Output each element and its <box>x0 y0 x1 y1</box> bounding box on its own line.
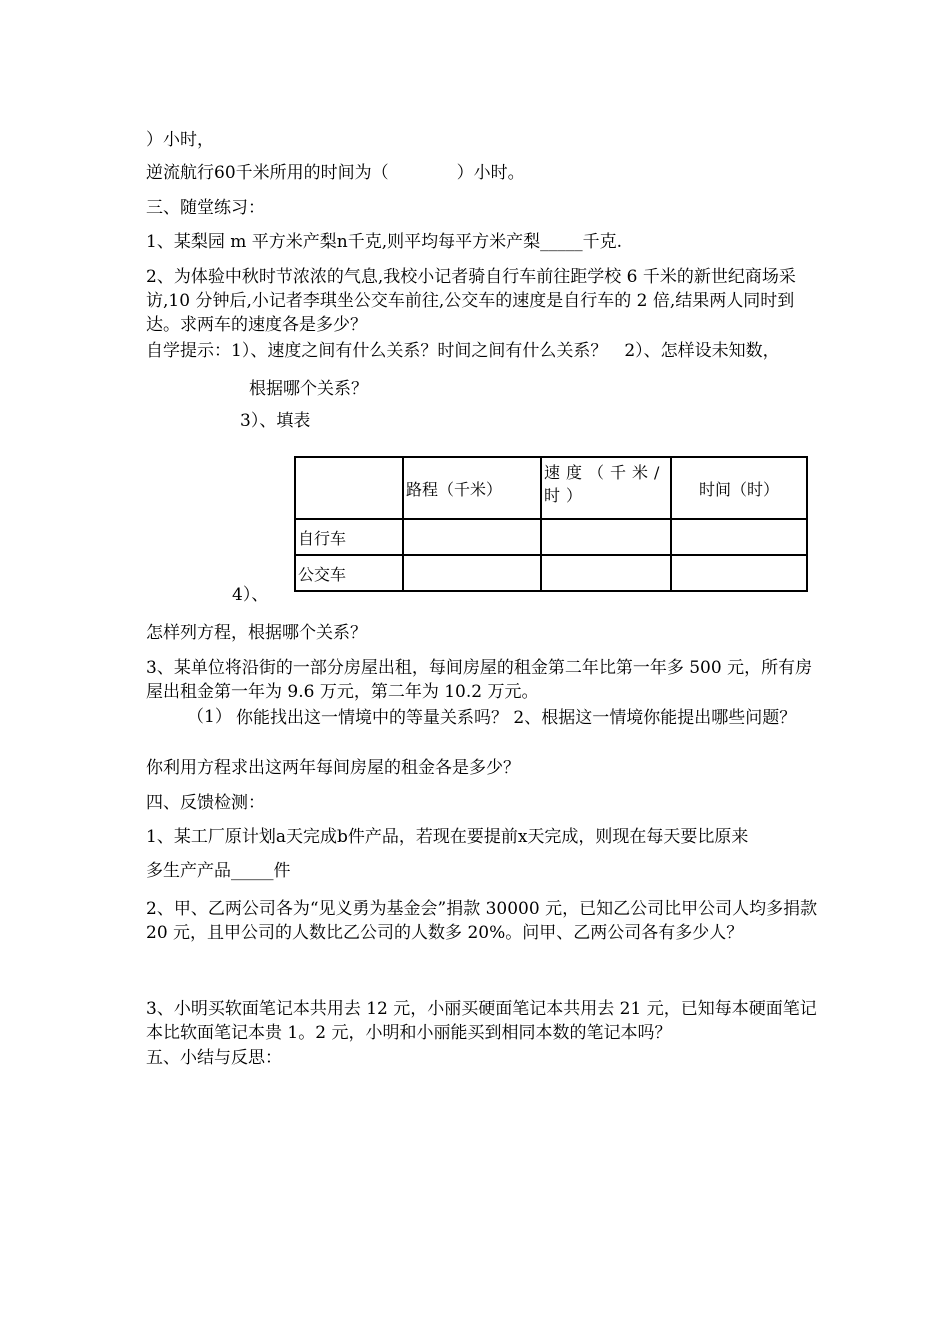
question-3a-number: （1） <box>187 707 232 727</box>
table-cell[interactable] <box>541 519 671 555</box>
fill-table <box>294 456 808 592</box>
feedback-1b: 多生产产品_____件 <box>146 861 291 881</box>
feedback-3: 3、小明买软面笔记本共用去 12 元，小丽买硬面笔记本共用去 21 元，已知每本硬面笔记本比软面笔记本贵 1。2 元，小明和小丽能买到相同本数的笔记本吗？ <box>146 999 817 1043</box>
hint-fill-table: 3）、填表 <box>240 411 311 431</box>
table-header-cell: 路程（千米） <box>403 457 541 519</box>
hint-line-2: 根据哪个关系？ <box>249 379 368 399</box>
table-cell: 自行车 <box>295 519 403 555</box>
table-cell[interactable] <box>403 555 541 591</box>
section-4-title: 四、反馈检测： <box>146 793 265 813</box>
question-3b: 你利用方程求出这两年每间房屋的租金各是多少？ <box>146 758 520 778</box>
line-hours: ）小时， <box>146 130 214 150</box>
table-header-cell: 速度（千米/时） <box>541 457 671 519</box>
table-cell[interactable] <box>541 555 671 591</box>
table-row <box>295 555 807 591</box>
hint-4: 4）、 <box>232 585 269 605</box>
table-cell: 公交车 <box>295 555 403 591</box>
table-cell[interactable] <box>403 519 541 555</box>
feedback-1a: 1、某工厂原计划a天完成b件产品，若现在要提前x天完成，则现在每天要比原来 <box>146 827 749 847</box>
section-3-title: 三、随堂练习： <box>146 198 265 218</box>
table-row <box>295 519 807 555</box>
table-header-row <box>295 457 807 519</box>
question-1: 1、某梨园 m 平方米产梨n千克,则平均每平方米产梨_____千克. <box>146 232 622 252</box>
section-5-title: 五、小结与反思： <box>146 1048 282 1068</box>
feedback-2: 2、甲、乙两公司各为“见义勇为基金会”捐款 30000 元，已知乙公司比甲公司人均多捐款 20 元，且甲公司的人数比乙公司的人数多 20%。问甲、乙两公司各有多少人？ <box>146 899 818 943</box>
hint-equation: 怎样列方程，根据哪个关系？ <box>146 623 367 643</box>
question-3a: 你能找出这一情境中的等量关系吗？ 2、根据这一情境你能提出哪些问题？ <box>236 708 797 728</box>
table-header-cell <box>295 457 403 519</box>
question-3: 3、某单位将沿街的一部分房屋出租，每间房屋的租金第二年比第一年多 500 元，所有房屋出租金第一年为 9.6 万元，第二年为 10.2 万元。 <box>146 658 813 702</box>
table-cell[interactable] <box>671 555 807 591</box>
table-cell[interactable] <box>671 519 807 555</box>
line-upstream: 逆流航行60千米所用的时间为（ ）小时。 <box>146 163 525 183</box>
question-2: 2、为体验中秋时节浓浓的气息,我校小记者骑自行车前往距学校 6 千米的新世纪商场采访,10 分钟后,小记者李琪坐公交车前往,公交车的速度是自行车的 2 倍,结果两人同时到达。求两车的速度各是多少？ <box>146 267 796 335</box>
hint-line: 自学提示：1）、速度之间有什么关系？时间之间有什么关系？ 2）、怎样设未知数， <box>146 341 780 361</box>
table-header-cell: 时间（时） <box>671 457 807 519</box>
